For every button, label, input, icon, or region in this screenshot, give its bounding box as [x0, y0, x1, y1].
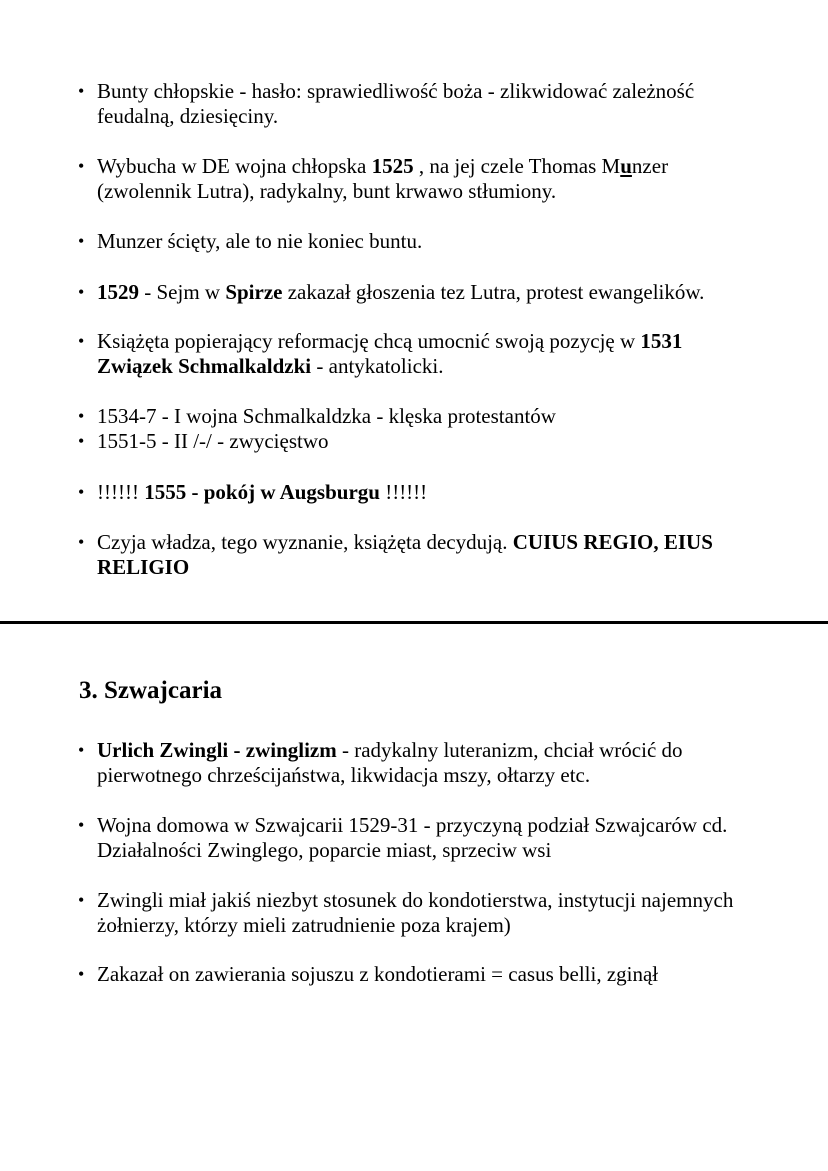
- bold-year: 1525: [371, 154, 414, 178]
- bullet-icon: •: [78, 890, 85, 910]
- bullet-text: Zwingli miał jakiś niezbyt stosunek do kondotierstwa, instytucji najemnych żołnierzy, którzy mieli zatrudnienie poza krajem): [97, 888, 734, 937]
- bullet-text: 1534-7 - I wojna Schmalkaldzka - klęska protestantów: [97, 404, 556, 428]
- bullet-icon: •: [78, 815, 85, 835]
- bullet-item: [78, 962, 757, 987]
- bullet-icon: •: [78, 331, 85, 351]
- bullet-icon: •: [78, 282, 85, 302]
- bullet-icon: •: [78, 482, 85, 502]
- bullet-icon: •: [78, 231, 85, 251]
- bullet-icon: •: [78, 156, 85, 176]
- bullet-icon: •: [78, 406, 85, 426]
- bullet-icon: •: [78, 740, 85, 760]
- bold-term: Urlich Zwingli - zwinglizm: [97, 738, 337, 762]
- bullet-text: Zakazał on zawierania sojuszu z kondotierami = casus belli, zginął: [97, 962, 659, 986]
- bullet-item: [78, 813, 757, 863]
- bullet-icon: •: [78, 532, 85, 552]
- bullet-text: Munzer ścięty, ale to nie koniec buntu.: [97, 229, 423, 253]
- underlined-letter: u: [620, 154, 632, 178]
- bold-term: 1531 Związek Schmalkaldzki: [97, 329, 683, 378]
- bullet-text: Bunty chłopskie - hasło: sprawiedliwość boża - zlikwidować zależność feudalną, dziesięciny.: [97, 79, 695, 128]
- bold-term: 1555 - pokój w Augsburgu: [144, 480, 380, 504]
- section-title: 3. Szwajcaria: [79, 677, 223, 704]
- bullet-text: nzer (zwolennik Lutra), radykalny, bunt krwawo stłumiony.: [97, 154, 669, 203]
- bullet-text: Wybucha w DE wojna chłopska: [97, 154, 372, 178]
- bullet-text: - radykalny luteranizm, chciał wrócić do pierwotnego chrześcijaństwa, likwidacja mszy, ołtarzy etc.: [97, 738, 683, 787]
- bullet-item: [78, 888, 757, 938]
- bold-term: CUIUS REGIO, EIUS RELIGIO: [97, 530, 713, 579]
- bullet-text: Czyja władza, tego wyznanie, książęta decydują.: [97, 530, 513, 554]
- bullet-text: Książęta popierający reformację chcą umocnić swoją pozycję w: [97, 329, 641, 353]
- bullet-text: !!!!!!: [379, 480, 428, 504]
- bullet-text: Wojna domowa w Szwajcarii 1529-31 - przyczyną podział Szwajcarów cd. Działalności Zwinglego, poparcie miast, sprzeciw wsi: [97, 813, 728, 862]
- bullet-text: 1551-5 - II /-/ - zwycięstwo: [97, 429, 329, 453]
- bullet-text: , na jej czele Thomas M: [413, 154, 621, 178]
- bullet-icon: •: [78, 964, 85, 984]
- bullet-text: !!!!!!: [97, 480, 145, 504]
- bullet-text: zakazał głoszenia tez Lutra, protest ewangelików.: [282, 280, 705, 304]
- bullet-text: - antykatolicki.: [311, 354, 444, 378]
- bullet-text: - Sejm w: [139, 280, 226, 304]
- bold-year: 1529: [97, 280, 139, 304]
- bullet-item: [78, 738, 757, 788]
- bullet-icon: •: [78, 431, 85, 451]
- bullet-icon: •: [78, 81, 85, 101]
- bold-place: Spirze: [225, 280, 283, 304]
